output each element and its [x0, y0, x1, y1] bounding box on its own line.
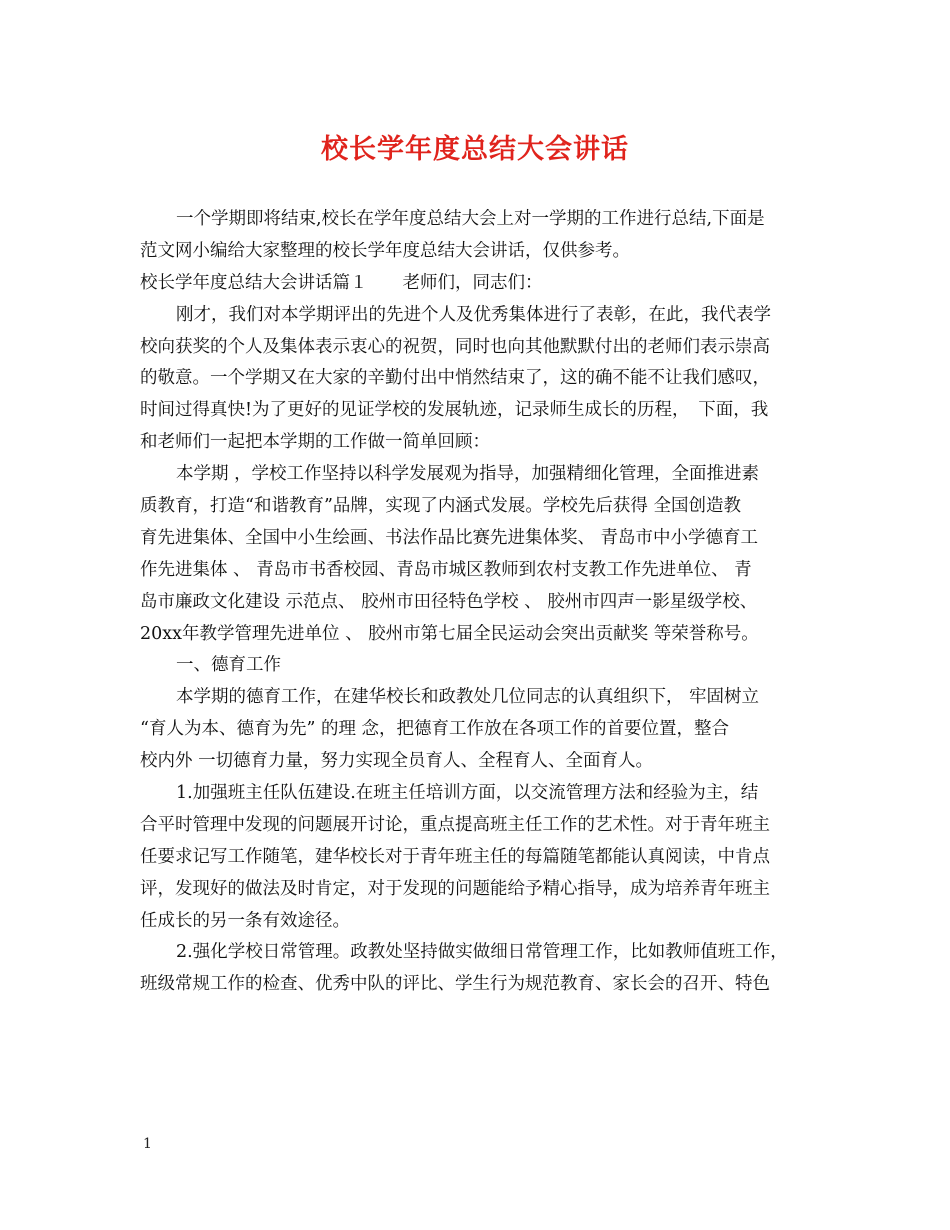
text-line: 任要求记写工作随笔，建华校长对于青年班主任的每篇随笔都能认真阅读，中肯点: [140, 846, 770, 867]
text-line: 本学期 ，学校工作坚持以科学发展观为指导，加强精细化管理，全面推进素: [176, 464, 760, 485]
text-line: 的敬意。一个学期又在大家的辛勤付出中悄然结束了，这的确不能不让我们感叹，: [140, 368, 770, 389]
document-title: 校长学年度总结大会讲话: [321, 134, 629, 165]
text-line: 和老师们一起把本学期的工作做一简单回顾：: [140, 432, 490, 453]
document-body: [140, 204, 812, 1001]
text-line: 2.强化学校日常管理。政教处坚持做实做细日常管理工作，比如教师值班工作，: [176, 942, 788, 963]
text-line: “育人为本、德育为先” 的理 念，把德育工作放在各项工作的首要位置，整合: [140, 719, 730, 740]
text-line: 一、德育工作: [176, 655, 281, 676]
text-line: 范文网小编给大家整理的校长学年度总结大会讲话，仅供参考。: [140, 240, 630, 261]
text-line: 校内外 一切德育力量，努力实现全员育人、全程育人、全面育人。: [140, 751, 654, 772]
text-line: 育先进集体、全国中小生绘画、书法作品比赛先进集体奖、 青岛市中小学德育工: [140, 527, 759, 548]
text-line: 本学期的德育工作，在建华校长和政教处几位同志的认真组织下， 牢固树立: [176, 687, 760, 708]
text-line: 时间过得真快!为了更好的见证学校的发展轨迹，记录师生成长的历程， 下面，我: [140, 400, 769, 421]
text-line: 作先进集体 、 青岛市书香校园、青岛市城区教师到农村支教工作先进单位、 青: [140, 559, 752, 580]
text-line: 岛市廉政文化建设 示范点、 胶州市田径特色学校 、 胶州市四声一影星级学校、: [140, 591, 758, 612]
text-line: 合平时管理中发现的问题展开讨论，重点提高班主任工作的艺术性。对于青年班主: [140, 814, 770, 835]
text-line: 刚才，我们对本学期评出的先进个人及优秀集体进行了表彰，在此，我代表学: [176, 304, 771, 325]
text-line: 质教育，打造“和谐教育”品牌，实现了内涵式发展。学校先后获得 全国创造教: [140, 496, 741, 517]
page-number: 1: [143, 1136, 152, 1152]
text-line: 班级常规工作的检查、优秀中队的评比、学生行为规范教育、家长会的召开、特色: [140, 974, 770, 995]
text-line: 20xx年教学管理先进单位 、 胶州市第七届全民运动会突出贡献奖 等荣誉称号。: [140, 623, 759, 644]
text-line: 1.加强班主任队伍建设.在班主任培训方面，以交流管理方法和经验为主，结: [176, 783, 759, 804]
text-line: 校向获奖的个人及集体表示衷心的祝贺，同时也向其他默默付出的老师们表示崇高: [140, 336, 770, 357]
text-line: 评，发现好的做法及时肯定，对于发现的问题能给予精心指导，成为培养青年班主: [140, 878, 770, 899]
text-line: 任成长的另一条有效途径。: [140, 910, 350, 931]
text-line: 一个学期即将结束,校长在学年度总结大会上对一学期的工作进行总结,下面是: [176, 209, 765, 229]
text-line: 校长学年度总结大会讲话篇１ 老师们，同志们：: [140, 272, 543, 293]
